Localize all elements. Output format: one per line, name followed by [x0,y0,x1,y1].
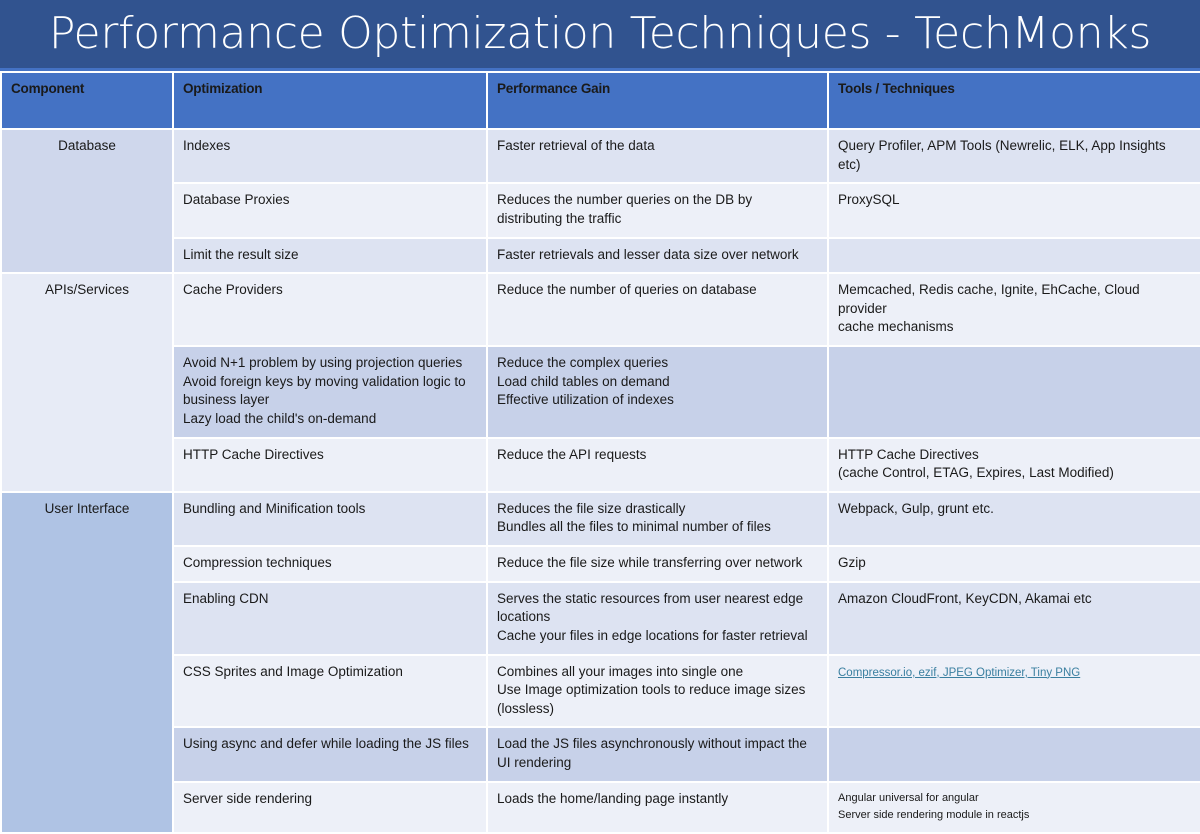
tools-cell [828,727,1200,781]
cell-line: Faster retrieval of the data [497,138,655,153]
optimization-cell [173,782,487,833]
column-header-component: Component [1,72,173,129]
optimization-cell [173,273,487,346]
cell-line: Webpack, Gulp, grunt etc. [838,500,994,516]
cell-line: HTTP Cache Directives [183,446,324,462]
cell-line: Serves the static resources from user nearest edge [497,590,804,606]
cell-line: HTTP Cache Directives [838,446,979,462]
cell-line: Reduce the file size while transferring over network [497,555,803,570]
performance-gain-cell [487,238,828,274]
optimization-table-container [0,71,1200,821]
column-header-tools-techniques: Tools / Techniques [828,72,1200,129]
cell-line: Indexes [183,138,231,153]
table-header [1,72,1200,129]
cell-line: Reduces the file size drastically [497,500,686,516]
cell-line: Use Image optimization tools to reduce image sizes [497,682,806,698]
cell-line: Enabling CDN [183,590,269,606]
cell-line: Load child tables on demand [497,373,670,389]
cell-line: Gzip [838,555,866,570]
optimization-table [0,71,1200,834]
cell-line: locations [497,609,551,625]
optimization-cell [173,438,487,492]
tools-cell [828,492,1200,546]
optimization-cell [173,727,487,781]
cell-line: Memcached, Redis cache, Ignite, EhCache, Cloud provider [838,282,1140,316]
cell-line: Limit the result size [183,246,299,262]
optimization-cell [173,492,487,546]
table-row [1,582,1200,655]
cell-line: Query Profiler, APM Tools (Newrelic, ELK, App Insights etc) [838,138,1166,172]
table-row [1,183,1200,237]
cell-line: Bundling and Minification tools [183,500,366,516]
table-body [1,129,1200,833]
table-row [1,346,1200,438]
cell-line: Database Proxies [183,192,290,208]
component-cell-apis-services: APIs/Services [1,273,173,492]
tools-cell [828,183,1200,237]
component-cell-database: Database [1,129,173,273]
optimization-cell [173,655,487,728]
performance-gain-cell [487,438,828,492]
performance-gain-cell [487,782,828,833]
cell-line: Reduce the complex queries [497,355,669,370]
table-row [1,238,1200,274]
cell-line: ProxySQL [838,192,900,208]
optimization-cell [173,582,487,655]
performance-gain-cell [487,273,828,346]
header-row [1,72,1200,129]
cell-line: Avoid N+1 problem by using projection queries [183,355,463,370]
cell-line: Cache your files in edge locations for faster retrieval [497,627,808,643]
cell-line: UI rendering [497,755,572,770]
performance-gain-cell [487,129,828,183]
table-row [1,782,1200,833]
optimization-cell [173,346,487,438]
cell-line: Bundles all the files to minimal number of files [497,519,771,535]
performance-gain-cell [487,727,828,781]
table-row [1,273,1200,346]
tools-cell [828,438,1200,492]
cell-line: CSS Sprites and Image Optimization [183,663,403,679]
tools-cell [828,782,1200,833]
table-row [1,492,1200,546]
cell-line: Loads the home/landing page instantly [497,790,729,806]
column-header-performance-gain: Performance Gain [487,72,828,129]
optimization-cell [173,129,487,183]
tools-cell [828,346,1200,438]
cell-line: (lossless) [497,700,555,716]
performance-gain-cell [487,546,828,582]
table-row [1,655,1200,728]
cell-line: Reduces the number queries on the DB by [497,192,753,208]
cell-line: Compression techniques [183,555,332,570]
page-title: Performance Optimization Techniques - TechMonks [48,8,1152,59]
optimization-cell [173,183,487,237]
column-header-optimization: Optimization [173,72,487,129]
performance-gain-cell [487,582,828,655]
cell-line: Angular universal for angular [838,791,979,804]
table-row [1,546,1200,582]
cell-line: Using async and defer while loading the JS files [183,736,469,752]
cell-line: distributing the traffic [497,210,622,226]
cell-line: Cache Providers [183,282,283,298]
performance-gain-cell [487,346,828,438]
cell-line: Reduce the number of queries on database [497,282,757,298]
cell-line: Avoid foreign keys by moving validation logic to [183,373,466,389]
tools-cell [828,273,1200,346]
tools-cell [828,129,1200,183]
cell-line: Reduce the API requests [497,446,647,462]
cell-line: Server side rendering module in reactjs [838,808,1030,821]
table-row [1,727,1200,781]
cell-line: Faster retrievals and lesser data size over network [497,246,799,262]
cell-line: Server side rendering [183,790,313,806]
performance-gain-cell [487,655,828,728]
tools-cell [828,546,1200,582]
tools-cell [828,655,1200,728]
table-row [1,129,1200,183]
tools-cell [828,238,1200,274]
title-banner [0,0,1200,68]
cell-line: Load the JS files asynchronously without impact the [497,736,807,752]
cell-line: business layer [183,392,270,408]
image-optimizer-tools-link[interactable]: Compressor.io, ezif, JPEG Optimizer, Tiny PNG [838,666,1081,679]
cell-line: Combines all your images into single one [497,663,744,679]
cell-line: (cache Control, ETAG, Expires, Last Modified) [838,465,1114,481]
optimization-cell [173,546,487,582]
cell-line: cache mechanisms [838,319,954,335]
performance-gain-cell [487,183,828,237]
component-cell-user-interface: User Interface [1,492,173,833]
cell-line: Amazon CloudFront, KeyCDN, Akamai etc [838,590,1092,606]
cell-line: Effective utilization of indexes [497,392,674,408]
tools-cell [828,582,1200,655]
table-row [1,438,1200,492]
optimization-cell [173,238,487,274]
performance-gain-cell [487,492,828,546]
cell-line: Lazy load the child's on-demand [183,410,377,426]
